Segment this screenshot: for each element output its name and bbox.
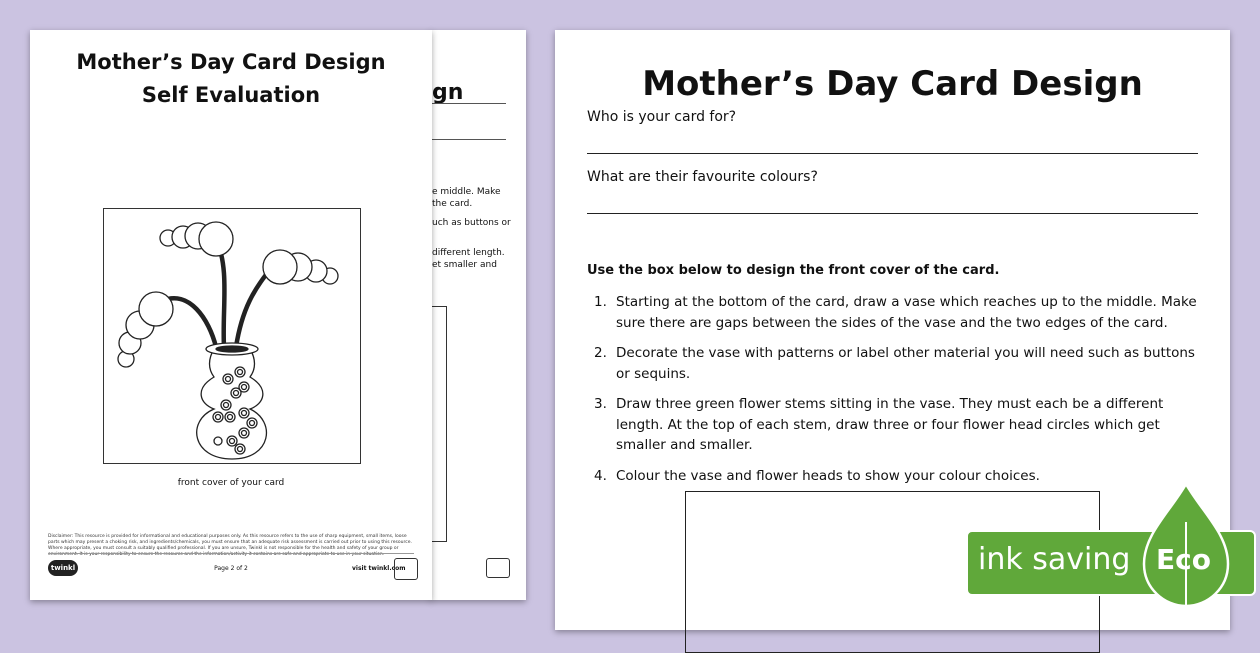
step-number: 4.	[594, 467, 607, 484]
step-text: Draw three green flower stems sitting in the vase. They must each be a different length. At the top of each stem, draw three or four flower head circles which get smaller and smaller.	[616, 396, 1164, 453]
eco-label: Eco	[1156, 543, 1211, 576]
step-text: Decorate the vase with patterns or label other material you will need such as buttons or sequins.	[616, 345, 1195, 382]
question-colours: What are their favourite colours?	[587, 169, 818, 185]
step-number: 2.	[594, 345, 607, 361]
question-recipient: Who is your card for?	[587, 109, 737, 125]
vase-flowers-illustration	[104, 209, 360, 463]
worksheet-title: Mother’s Day Card Design	[642, 64, 1143, 104]
design-box-fragment	[430, 306, 447, 542]
ink-saving-label: ink saving	[978, 542, 1131, 577]
answer-line-recipient[interactable]	[587, 153, 1198, 154]
instruction-heading: Use the box below to design the front cover of the card.	[587, 263, 1000, 278]
left-sheet	[30, 30, 432, 600]
text-fragment: the card.	[432, 199, 473, 209]
text-fragment: e middle. Make	[432, 187, 501, 197]
step-item	[587, 292, 1202, 333]
partner-logo	[394, 558, 418, 580]
step-number: 1.	[594, 294, 607, 310]
illustration-caption: front cover of your card	[177, 478, 285, 488]
answer-line	[430, 139, 506, 140]
step-text: Starting at the bottom of the card, draw a vase which reaches up to the middle. Make sure there are gaps between the sides of the vase and the two edges of the card.	[616, 294, 1197, 331]
text-fragment: et smaller and	[432, 260, 497, 270]
step-text: Colour the vase and flower heads to show your colour choices.	[616, 467, 1040, 484]
page-subtitle: Self Evaluation	[141, 83, 321, 107]
step-item	[587, 394, 1202, 456]
text-fragment: different length.	[432, 248, 505, 258]
back-sheet	[430, 30, 526, 600]
step-item	[587, 466, 1202, 487]
answer-line	[430, 103, 506, 104]
instruction-steps	[587, 292, 1202, 496]
visit-link: visit twinkl.com	[352, 565, 406, 572]
answer-line-colours[interactable]	[587, 213, 1198, 214]
vase-illustration-box	[103, 208, 361, 464]
twinkl-logo: twinkl	[48, 560, 78, 576]
footer-divider	[48, 553, 414, 554]
page-title: Mother’s Day Card Design	[76, 50, 386, 74]
text-fragment: uch as buttons or	[432, 218, 511, 228]
step-item	[587, 343, 1202, 384]
partner-logo	[486, 558, 510, 578]
back-sheet-title-fragment: gn	[432, 80, 464, 105]
step-number: 3.	[594, 396, 607, 412]
page-number: Page 2 of 2	[214, 565, 248, 572]
disclaimer-text: Disclaimer: This resource is provided for informational and educational purposes only. As this resource refers to the use of sharp equipment, small items, loose parts which may present a choking risk, and ingredients/chemicals, you must ensure that an adequate risk assessment is carried out prior to using this resource. Where appropriate, you must consult a suitably qualified professional. If you are unsure, Twinkl is not responsible for the health and safety of your group or environment. It is your responsibility to ensure the resource and the information/activity it contains are safe and appropriate to use in your situation.	[48, 534, 412, 557]
